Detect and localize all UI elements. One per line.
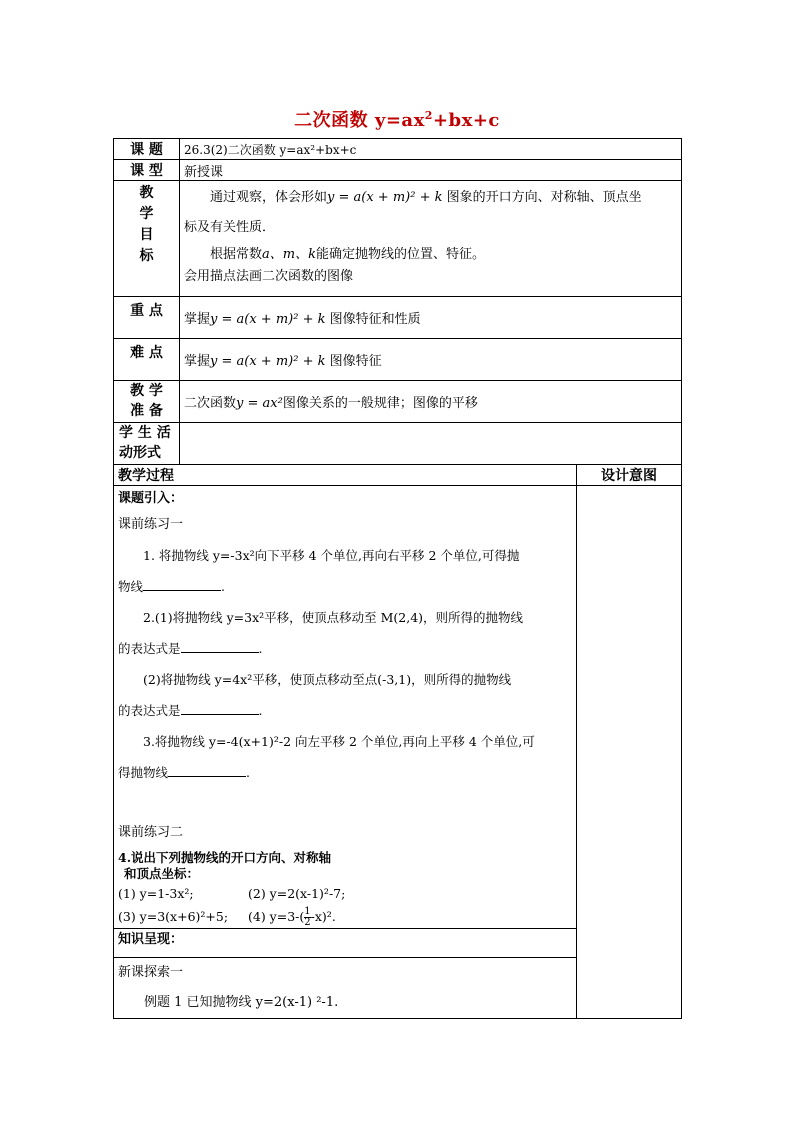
design-intent-body — [577, 486, 682, 1019]
page-title: 二次函数 $y=ax^2+bx+c$ — [294, 109, 500, 131]
practice1-heading: 课前练习一 — [118, 517, 184, 532]
goals-content: 通过观察，体会形如y = a(x + m)² + k 图象的开口方向、对称轴、顶点坐 标及有关性质． 根据常数a、m、k能确定抛物线的位置、特征。 会用描点法画二次函数的图像 — [180, 181, 682, 297]
goals-label: 教 学 目 标 — [114, 181, 180, 297]
fraction-half: $\frac{1}{2}$ — [304, 906, 311, 928]
type-label: 课 型 — [114, 160, 180, 181]
explore-heading: 新课探索一 — [118, 965, 184, 980]
row-topic — [114, 139, 682, 160]
q4-items: (1) y=1-3x²; (2) y=2(x-1)²-7; (3) y=3(x+6)²+5; (4) y=3-( $\frac{1}{2}$ -x)². — [118, 886, 346, 928]
topic-label: 课 题 — [114, 139, 180, 160]
knowledge-heading: 知识呈现： — [114, 928, 576, 957]
key-content: 掌握y = a(x + m)² + k 图像特征和性质 — [180, 297, 682, 339]
activity-value — [180, 423, 682, 465]
row-type — [114, 160, 682, 181]
row-key — [114, 297, 682, 339]
q4-title: 4.说出下列抛物线的开口方向、对称轴 和顶点坐标： — [118, 850, 332, 881]
process-header: 教学过程 — [114, 465, 577, 486]
row-prep — [114, 381, 682, 423]
answer-blank-4[interactable] — [168, 764, 246, 777]
answer-blank-2[interactable] — [181, 640, 259, 653]
row-process-body — [114, 486, 682, 1019]
row-goals — [114, 181, 682, 297]
topic-value: 26.3(2)二次函数 y=ax²+bx+c — [180, 139, 682, 160]
answer-blank-1[interactable] — [143, 578, 221, 591]
process-body — [114, 486, 577, 1019]
answer-blank-3[interactable] — [181, 702, 259, 715]
row-activity — [114, 423, 682, 465]
difficult-label: 难 点 — [114, 339, 180, 381]
prep-content: 二次函数y = ax²图像关系的一般规律；图像的平移 — [180, 381, 682, 423]
practice1-questions: 1. 将抛物线 y=-3x²向下平移 4 个单位,再向右平移 2 个单位,可得抛 物线 . 2.(1)将抛物线 y=3x²平移，使顶点移动至 M(2,4)，则所得的抛物线 的表达式是 . (2)将抛物线 y=4x²平移，使顶点移动至点(-3,1)，则所得的抛物线 的表达式是 . 3.将抛物线 y=-4(x+1)²-2 向左平移 2 个单位,再向上平移 4 个单位,可 得抛物线 . — [118, 548, 535, 780]
activity-label: 学 生 活 动形式 — [114, 423, 180, 465]
design-intent-header: 设计意图 — [577, 465, 682, 486]
practice2-heading: 课前练习二 — [118, 825, 184, 840]
intro-heading: 课题引入： — [118, 491, 184, 506]
key-label: 重 点 — [114, 297, 180, 339]
intro-section — [114, 486, 576, 928]
row-difficult — [114, 339, 682, 381]
lesson-plan-table — [113, 138, 682, 1019]
type-value: 新授课 — [180, 160, 682, 181]
example1: 例题 1 已知抛物线 y=2(x-1) ²-1. — [144, 995, 339, 1010]
row-process-header — [114, 465, 682, 486]
prep-label: 教 学 准 备 — [114, 381, 180, 423]
goal-formula: y = a(x + m)² + k — [327, 190, 443, 205]
difficult-content: 掌握y = a(x + m)² + k 图像特征 — [180, 339, 682, 381]
explore-section — [114, 957, 576, 1018]
